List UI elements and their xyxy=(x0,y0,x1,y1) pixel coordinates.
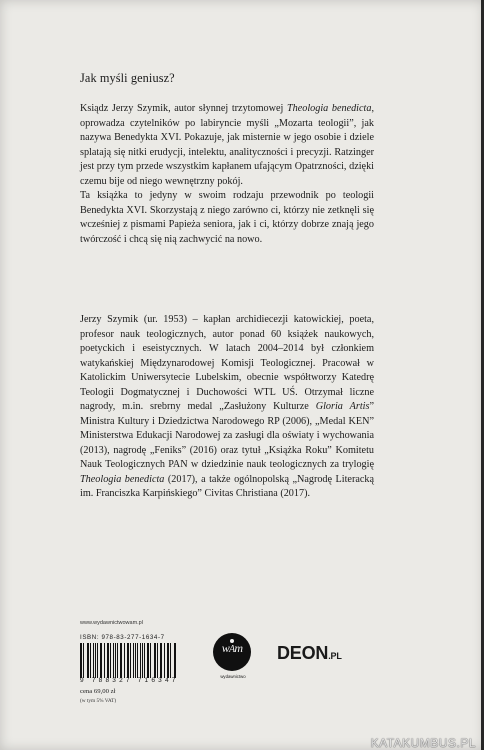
blurb-paragraph-1: Ksiądz Jerzy Szymik, autor słynnej trzytomowej Theologia benedicta, oprowadza czytelników po labiryncie myśli „Mozarta teologii”, jak nazywa Benedykta XVI. Pokazuje, jak misternie w jego osobie i dziele splatają się nitki erudycji, intelektu, analityczności i precyzji. Ratzinger jest przy tym przede wszystkim kapłanem ufającym Opatrzności, dzięki czemu bije od niego wewnętrzny pokój. xyxy=(80,103,375,187)
price: cena 69,00 zł xyxy=(80,688,116,695)
publisher-logo-label: wydawnictwo xyxy=(220,674,246,679)
blurb-paragraph-2: Ta książka to jedyny w swoim rodzaju przewodnik po teologii Benedykta XVI. Skorzystają z niego zarówno ci, którzy nie zetknęli się wcześniej z pismami Papieża seniora, jak i ci, którzy dobrze znają jego twórczość i chcą się nią zachwycić na nowo. xyxy=(80,190,374,245)
blurb-text xyxy=(80,102,374,247)
cover-heading: Jak myśli geniusz? xyxy=(80,71,175,85)
watermark-text: KATAKUMBUS.PL xyxy=(370,736,476,750)
publisher-website: www.wydawnictwowam.pl xyxy=(80,620,143,626)
vat-note: (w tym 5% VAT) xyxy=(80,698,117,704)
author-bio: Jerzy Szymik (ur. 1953) – kapłan archidiecezji katowickiej, poeta, profesor nauk teologicznych, autor ponad 60 książek naukowych, poetyckich i eseistycznych. W latach 2004–2014 był członkiem watykańskiej Międzynarodowej Komisji Teologicznej. Pracował w Katolickim Uniwersytecie Lubelskim, obecnie współtworzy Katedrę Teologii Dogmatycznej i Duchowości WTL UŚ. Otrzymał liczne nagrody, m.in. srebrny medal „Zasłużony Kulturze Gloria Artis” Ministra Kultury i Dziedzictwa Narodowego RP (2006), „Medal KEN” Ministerstwa Edukacji Narodowej za zasługi dla oświaty i wychowania (2013), nagrodę „Feniks” (2016) oraz tytuł „Książka Roku” Komitetu Nauk Teologicznych PAN w dziedzinie nauk teologicznych za trylogię Theologia benedicta (2017), a także ogólnopolską „Nagrodę Literacką im. Franciszka Karpińskiego” Civitas Christiana (2017). xyxy=(80,314,374,499)
isbn-text: ISBN: 978-83-277-1634-7 xyxy=(80,634,165,641)
deon-logo: DEON.PL xyxy=(277,643,342,663)
barcode-digits: 9 788327 716347 xyxy=(80,677,179,684)
publisher-logo-icon: wAm xyxy=(213,633,251,671)
barcode xyxy=(80,643,177,678)
